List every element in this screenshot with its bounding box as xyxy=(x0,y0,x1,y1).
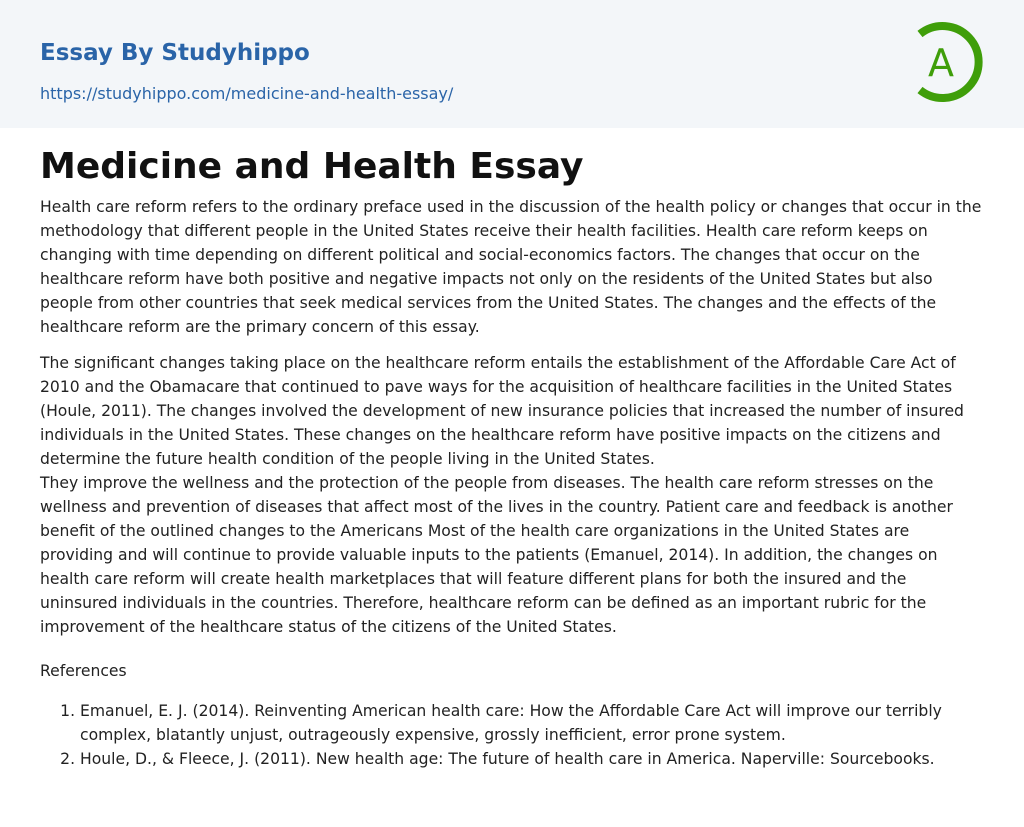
references-list xyxy=(40,699,985,771)
essay-url-link[interactable]: https://studyhippo.com/medicine-and-health-essay/ xyxy=(40,84,454,103)
reference-item: 2. Houle, D., & Fleece, J. (2011). New health age: The future of health care in America. Naperville: Sourcebooks. xyxy=(80,747,985,771)
paragraph: They improve the wellness and the protection of the people from diseases. The health care reform stresses on the wellness and prevention of diseases that affect most of the lives in the country. Patient care and feedback is another benefit of the outlined changes to the Americans Most of the health care organizations in the United States are providing and will continue to provide valuable inputs to the patients (Emanuel, 2014). In addition, the changes on health care reform will create health marketplaces that will feature different plans for both the insured and the uninsured individuals in the countries. Therefore, healthcare reform can be defined as an important rubric for the improvement of the healthcare status of the citizens of the United States. xyxy=(40,474,953,636)
logo-letter: A xyxy=(928,41,954,85)
paragraph: Health care reform refers to the ordinary preface used in the discussion of the health policy or changes that occur in the methodology that different people in the United States receive their health facilities. Health care reform keeps on changing with time depending on different political and social-economics factors. The changes that occur on the healthcare reform have both positive and negative impacts not only on the residents of the United States but also people from other countries that seek medical services from the United States. The changes and the effects of the healthcare reform are the primary concern of this essay. xyxy=(40,198,982,336)
page-title: Medicine and Health Essay xyxy=(40,146,584,187)
site-header xyxy=(0,0,1024,128)
paragraph: The significant changes taking place on the healthcare reform entails the establishment of the Affordable Care Act of 2010 and the Obamacare that continued to pave ways for the acquisition of healthcare facilities in the United States (Houle, 2011). The changes involved the development of new insurance policies that increased the number of insured individuals in the United States. These changes on the healthcare reform have positive impacts on the citizens and determine the future health condition of the people living in the United States. xyxy=(40,354,964,468)
references-heading: References xyxy=(40,662,127,680)
site-title: Essay By Studyhippo xyxy=(40,40,310,66)
article-body xyxy=(40,195,985,771)
studyhippo-logo-icon[interactable] xyxy=(912,18,986,106)
reference-item: 1. Emanuel, E. J. (2014). Reinventing American health care: How the Affordable Care Act will improve our terribly complex, blatantly unjust, outrageously expensive, grossly inefficient, error prone system. xyxy=(80,699,985,747)
